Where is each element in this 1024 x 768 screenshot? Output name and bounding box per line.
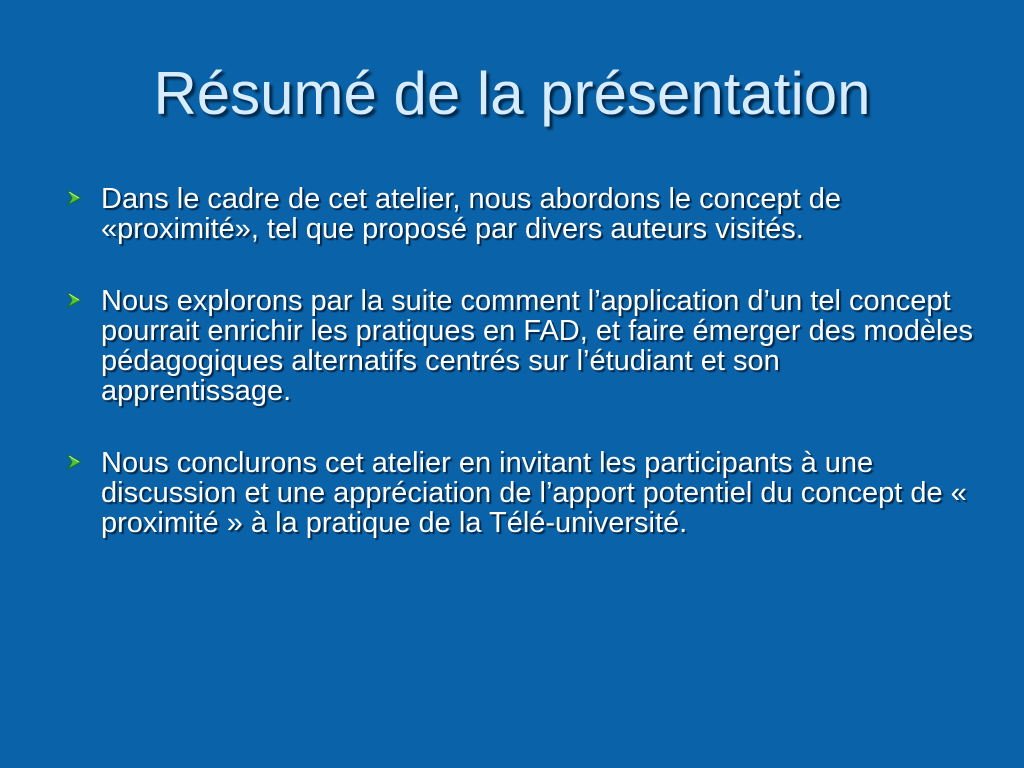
slide-title: Résumé de la présentation (153, 60, 871, 127)
bullet-text-3: Nous conclurons cet atelier en invitant les participants à une discussion et une appréciation de l’apport potentiel du concept de « proximité » à la pratique de la Télé-université. (101, 447, 967, 539)
bullet-item-1 (66, 184, 976, 244)
bullet-text-1: Dans le cadre de cet atelier, nous abordons le concept de «proximité», tel que proposé par divers auteurs visités. (101, 183, 841, 245)
bullet-text-2: Nous explorons par la suite comment l’application d’un tel concept pourrait enrichir les pratiques en FAD, et faire émerger des modèles pédagogiques alternatifs centrés sur l’étudiant et son apprentissage. (101, 285, 974, 407)
bullet-list (66, 184, 976, 580)
bullet-item-3 (66, 448, 976, 538)
bullet-item-2 (66, 286, 976, 406)
